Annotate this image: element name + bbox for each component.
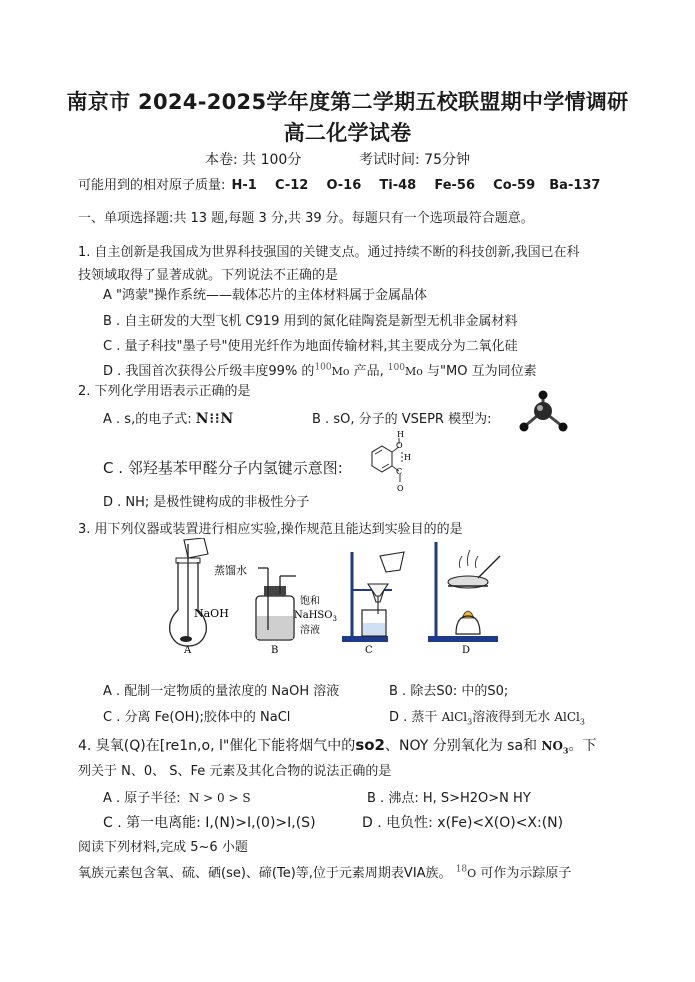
apparatus-c-label: C bbox=[365, 645, 373, 656]
apparatus-b-label: B bbox=[271, 645, 279, 656]
q1-d-text-mid: 产品, bbox=[353, 364, 384, 379]
label-nahso3: NaHSO$_3$ bbox=[294, 610, 337, 623]
q1-d-mass-1: 100 bbox=[314, 362, 332, 373]
q4-option-c: C . 第一电离能: I,(N)>I,(0)>I,(S) bbox=[103, 815, 316, 831]
q4-stem-line1 bbox=[78, 735, 597, 755]
q4-option-d: D . 电负性: x(Fe)<X(O)<X:(N) bbox=[362, 815, 564, 831]
q3-d-formula-2: AlCl$_3$ bbox=[554, 710, 585, 727]
apparatus-d bbox=[428, 542, 500, 642]
q1-d-element-2: Mo bbox=[404, 365, 423, 378]
q4-option-a bbox=[103, 787, 251, 806]
q4-stem-no3: $NO_3$ bbox=[541, 739, 569, 756]
atomic-mass-ba: Ba-137 bbox=[549, 178, 601, 193]
q2-stem: 2. 下列化学用语表示正确的是 bbox=[78, 384, 251, 399]
hydrogen-bond-structure-diagram bbox=[362, 430, 412, 494]
apparatus-d-label: D bbox=[462, 645, 471, 656]
q3-option-a: A . 配制一定物质的量浓度的 NaOH 溶液 bbox=[103, 684, 340, 699]
q4-stem-pre: 4. 臭氧(Q)在[re1n,o, l"催化下能将烟气中的 bbox=[78, 738, 356, 754]
vsepr-atom-right bbox=[559, 423, 568, 432]
apparatus-a bbox=[170, 538, 208, 646]
total-score: 本卷: 共 100分 bbox=[205, 152, 302, 168]
reading-mass-number: 18 bbox=[455, 864, 468, 875]
atom-c-mid: C bbox=[396, 467, 403, 476]
q1-d-text-post: 与"MO 互为同位素 bbox=[427, 364, 537, 379]
q3-d-text-mid: 溶液得到无水 bbox=[472, 710, 551, 725]
exam-subtitle: 高二化学试卷 bbox=[283, 121, 412, 145]
atom-h-top: H bbox=[397, 430, 404, 439]
q1-option-a: A "鸿蒙"操作系统——载体芯片的主体材料属于金属晶体 bbox=[103, 288, 427, 303]
q1-d-element-1: Mo bbox=[331, 365, 350, 378]
reading-element: O bbox=[467, 867, 477, 880]
q4-stem-end: 。下 bbox=[568, 738, 597, 754]
atomic-mass-label: 可能用到的相对原子质量: bbox=[78, 178, 226, 193]
apparatus-c bbox=[342, 552, 404, 642]
apparatus-a-label: A bbox=[184, 645, 192, 656]
q1-option-b: B . 自主研发的大型飞机 C919 用到的氮化硅陶瓷是新型无机非金属材料 bbox=[103, 314, 518, 329]
q2-option-c: C . 邻羟基苯甲醛分子内氢键示意图: bbox=[103, 459, 343, 477]
vsepr-atom-center bbox=[534, 402, 552, 420]
exam-title: 南京市 2024-2025学年度第二学期五校联盟期中学情调研 bbox=[66, 90, 629, 114]
q3-stem: 3. 用下列仪器或装置进行相应实验,操作规范且能达到实验目的的是 bbox=[78, 522, 463, 537]
q2-option-b: B . sO, 分子的 VSEPR 模型为: bbox=[312, 412, 492, 427]
atomic-mass-line bbox=[78, 174, 600, 193]
q1-option-c: C . 量子科技"墨子号"使用光纤作为地面传输材料,其主要成分为二氧化硅 bbox=[103, 339, 518, 354]
reading-paragraph bbox=[78, 862, 571, 881]
q2-a-text: A . s,的电子式: bbox=[103, 412, 192, 427]
reading-text-post: 可作为示踪原子 bbox=[480, 866, 572, 881]
exam-time: 考试时间: 75分钟 bbox=[359, 152, 470, 168]
label-saturated: 饱和 bbox=[300, 596, 320, 607]
q2-a-formula: N⁝⁝N bbox=[195, 411, 235, 427]
atom-h-mid: H bbox=[404, 453, 411, 462]
atomic-mass-ti: Ti-48 bbox=[379, 178, 417, 193]
atom-o-top: O bbox=[396, 441, 403, 450]
atomic-mass-h: H-1 bbox=[231, 178, 257, 193]
q4-option-b: B . 沸点: H, S>H2O>N HY bbox=[367, 791, 531, 806]
label-distilled-water: 蒸馏水 bbox=[214, 564, 247, 577]
atomic-mass-c: C-12 bbox=[275, 178, 309, 193]
q3-d-text-pre: D . 蒸干 bbox=[389, 710, 438, 725]
q3-apparatus-figure bbox=[160, 538, 510, 656]
atomic-mass-o: O-16 bbox=[326, 178, 362, 193]
q3-option-c: C . 分离 Fe(OH);胶体中的 NaCl bbox=[103, 710, 291, 725]
ring-double-bond-1 bbox=[375, 450, 382, 454]
vsepr-model-diagram bbox=[516, 390, 570, 436]
q2-option-a bbox=[103, 408, 234, 427]
q4-a-text: A . 原子半径: bbox=[103, 791, 181, 806]
atomic-mass-fe: Fe-56 bbox=[434, 178, 476, 193]
reading-text-pre: 氧族元素包含氧、硫、硒(se)、碲(Te)等,位于元素周期表VIA族。 bbox=[78, 866, 452, 881]
q1-stem-line1: 1. 自主创新是我国成为世界科技强国的关键支点。通过持续不断的科技创新,我国已在科 bbox=[78, 245, 580, 260]
q1-d-text-pre: D . 我国首次获得公斤级丰度99% 的 bbox=[103, 364, 315, 379]
atom-o-bottom: O bbox=[397, 484, 404, 493]
q3-option-b: B . 除去S0: 中的S0; bbox=[389, 684, 509, 699]
vsepr-atom-left bbox=[520, 423, 529, 432]
q3-d-formula-1: AlCl$_3$ bbox=[441, 710, 473, 727]
q4-a-formula: N > 0 > S bbox=[188, 791, 251, 805]
q1-option-d bbox=[103, 360, 537, 379]
section-heading: 一、单项选择题:共 13 题,每题 3 分,共 39 分。每题只有一个选项最符合题意。 bbox=[78, 211, 534, 226]
label-naoh: NaOH bbox=[194, 607, 229, 620]
q2-option-d: D . NH; 是极性键构成的非极性分子 bbox=[103, 495, 310, 510]
q4-stem-line2: 列关于 N、0、 S、Fe 元素及其化合物的说法正确的是 bbox=[78, 764, 392, 779]
q1-d-mass-2: 100 bbox=[387, 362, 405, 373]
q4-stem-mid: 、NOY 分别氧化为 sa和 bbox=[384, 738, 538, 754]
q3-option-d bbox=[389, 706, 585, 726]
benzene-ring bbox=[372, 446, 392, 472]
apparatus-b bbox=[256, 568, 296, 640]
label-solution: 溶液 bbox=[300, 625, 320, 636]
ring-double-bond-2 bbox=[382, 464, 389, 468]
q1-stem-line2: 技领域取得了显著成就。下列说法不正确的是 bbox=[78, 268, 339, 283]
vsepr-atom-highlight bbox=[537, 405, 543, 411]
reading-intro: 阅读下列材料,完成 5~6 小题 bbox=[78, 840, 248, 855]
q4-stem-so2: so2 bbox=[355, 736, 385, 754]
vsepr-atom-top bbox=[539, 391, 548, 400]
atomic-mass-co: Co-59 bbox=[493, 178, 536, 193]
